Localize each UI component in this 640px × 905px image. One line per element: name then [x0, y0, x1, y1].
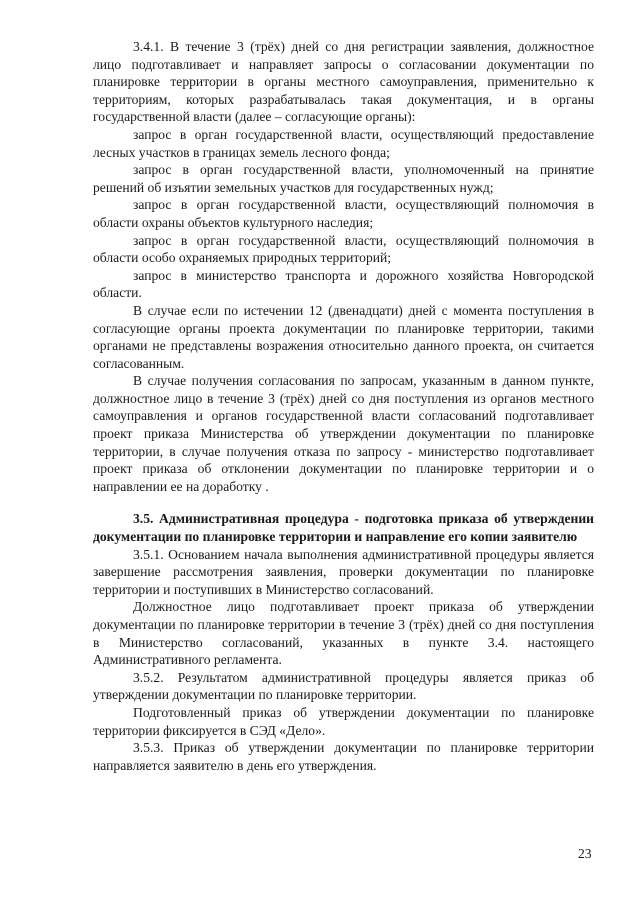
paragraph-request-land-seizure: запрос в орган государственной власти, уполномоченный на принятие решений об изъятии земельных участков для государственных нужд;: [93, 162, 594, 195]
paragraph-3-5-3: 3.5.3. Приказ об утверждении документации по планировке территории направляется заявителю в день его утверждения.: [93, 740, 594, 773]
paragraph-3-5-2: 3.5.2. Результатом административной процедуры является приказ об утверждении документации по планировке территории.: [93, 669, 594, 703]
paragraph-3-4-1: 3.4.1. В течение 3 (трёх) дней со дня регистрации заявления, должностное лицо подготавливает и направляет запросы о согласовании документации по планировке территории в органы местного самоуправления, применительно к территориям, которых разрабатывалась такая документация, и в органы государственной власти (далее – согласующие органы):: [93, 39, 594, 125]
document-body: [93, 38, 594, 774]
paragraph-approval-received: В случае получения согласования по запросам, указанным в данном пункте, должностное лицо в течение 3 (трёх) дней со дня поступления из органов местного самоуправления и органов государственной власти согласований подготавливает проект приказа Министерства об утверждении документации по планировке территории, в случае получения отказа по запросу - министерство подготавливает проект приказа об отклонении документации по планировке территории и о направлении ее на доработку .: [93, 373, 594, 494]
paragraph-prepare-order: Должностное лицо подготавливает проект приказа об утверждении документации по планировке территории в течение 3 (трёх) дней со дня поступления в Министерство согласований, указанных в пункте 3.4. настоящего Административного регламента.: [93, 599, 594, 668]
paragraph-3-5-1: 3.5.1. Основанием начала выполнения административной процедуры является завершение рассмотрения заявления, проверки документации по планировке территории и поступивших в Министерство согласований.: [93, 546, 594, 597]
paragraph-deemed-approved: В случае если по истечении 12 (двенадцати) дней с момента поступления в согласующие органы проекта документации по планировке территории, такими органами не представлены возражения относительно данного проекта, он считается согласованным.: [93, 302, 594, 371]
page-number: 23: [578, 846, 592, 861]
section-heading-3-5: 3.5. Административная процедура - подготовка приказа об утверждении документации по планировке территории и направление его копии заявителю: [93, 511, 594, 545]
paragraph-sed-delo: Подготовленный приказ об утверждении документации по планировке территории фиксируется в СЭД «Дело».: [93, 704, 594, 738]
paragraph-request-transport-ministry: запрос в министерство транспорта и дорожного хозяйства Новгородской области.: [93, 267, 594, 301]
paragraph-request-protected-areas: запрос в орган государственной власти, осуществляющий полномочия в области особо охраняемых природных территорий;: [93, 232, 594, 266]
paragraph-request-forestry: запрос в орган государственной власти, осуществляющий предоставление лесных участков в границах земель лесного фонда;: [93, 126, 594, 160]
paragraph-request-cultural-heritage: запрос в орган государственной власти, осуществляющий полномочия в области охраны объектов культурного наследия;: [93, 197, 594, 230]
